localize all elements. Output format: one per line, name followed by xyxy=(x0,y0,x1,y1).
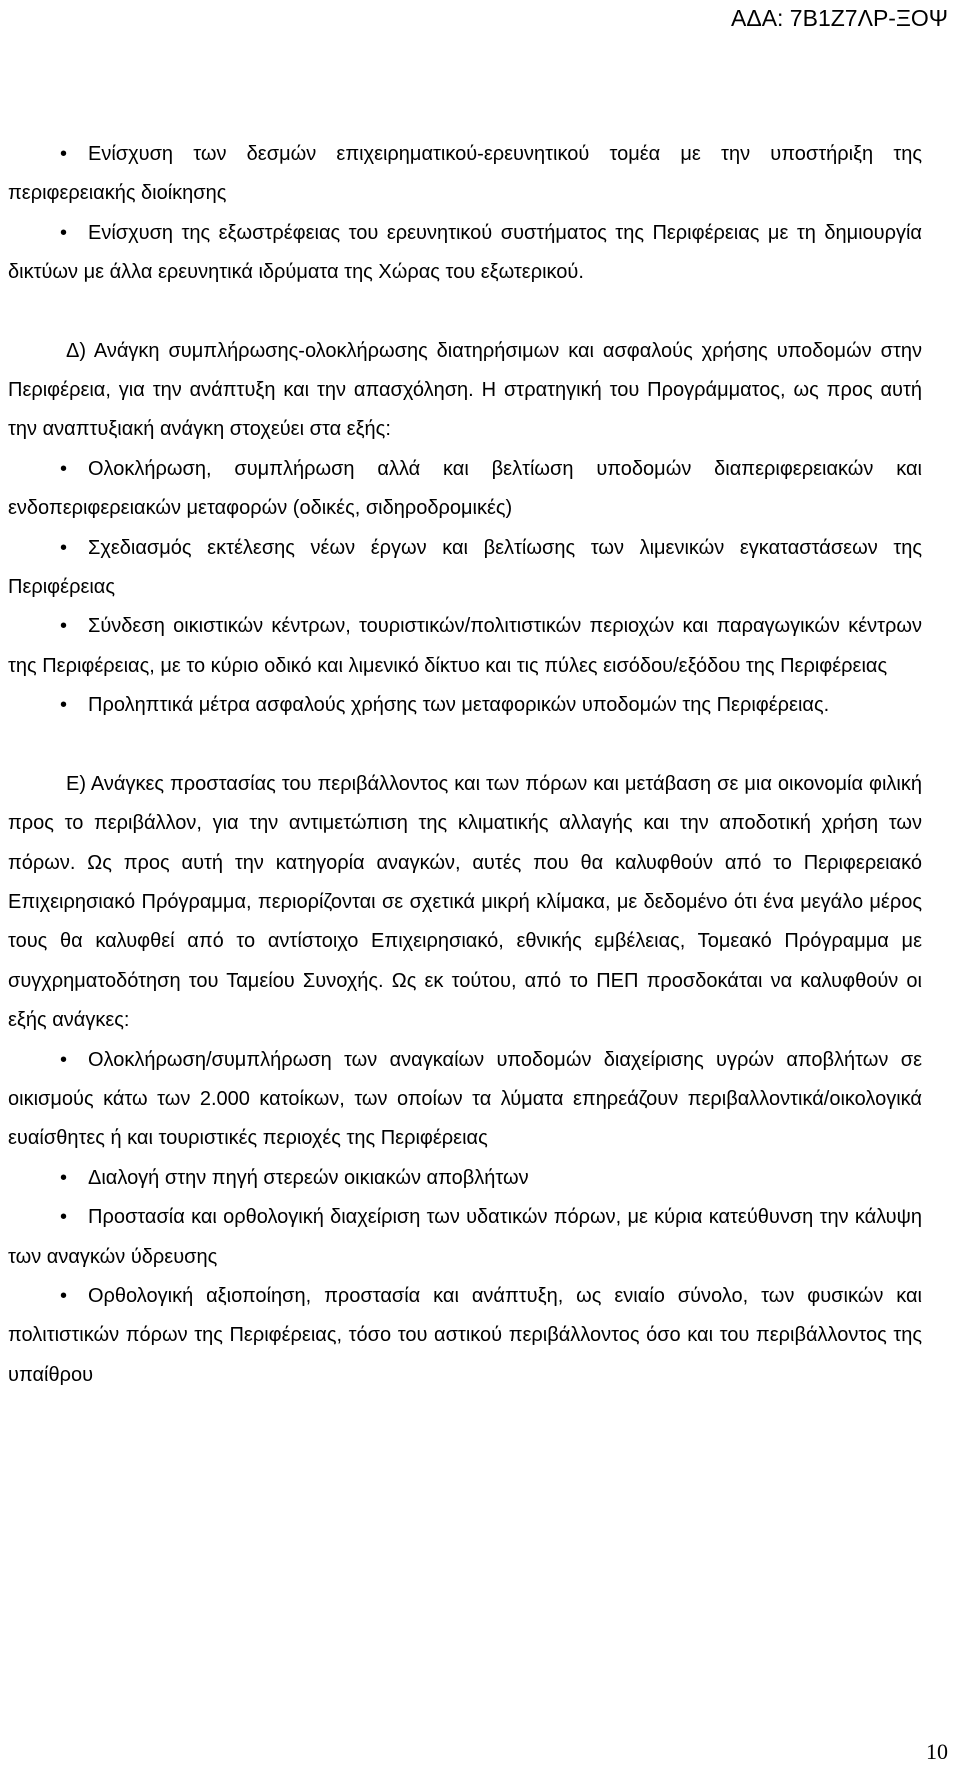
ada-header: ΑΔΑ: 7Β1Ζ7ΛΡ-ΞΟΨ xyxy=(730,5,948,31)
document-body xyxy=(8,135,922,1395)
bullet-item: • Ενίσχυση της εξωστρέφειας του ερευνητικού συστήματος της Περιφέρειας με τη δημιουργία δικτύων με άλλα ερευνητικά ιδρύματα της Χώρας του εξωτερικού. xyxy=(8,214,922,293)
section-d-paragraph: Δ) Ανάγκη συμπλήρωσης-ολοκλήρωσης διατηρήσιμων και ασφαλούς χρήσης υποδομών στην Περιφέρεια, για την ανάπτυξη και την απασχόληση. Η στρατηγική του Προγράμματος, ως προς αυτή την αναπτυξιακή ανάγκη στοχεύει στα εξής: xyxy=(8,339,922,441)
bullet-item: • Ορθολογική αξιοποίηση, προστασία και ανάπτυξη, ως ενιαίο σύνολο, των φυσικών και πολιτιστικών πόρων της Περιφέρειας, τόσο του αστικού περιβάλλοντος όσο και του περιβάλλοντος της υπαίθρου xyxy=(8,1277,922,1395)
bullet-item: • Σχεδιασμός εκτέλεσης νέων έργων και βελτίωσης των λιμενικών εγκαταστάσεων της Περιφέρειας xyxy=(8,529,922,608)
bullet-item: • Διαλογή στην πηγή στερεών οικιακών αποβλήτων xyxy=(8,1159,922,1198)
bullet-item: • Σύνδεση οικιστικών κέντρων, τουριστικών/πολιτιστικών περιοχών και παραγωγικών κέντρων της Περιφέρειας, με το κύριο οδικό και λιμενικό δίκτυο και τις πύλες εισόδου/εξόδου της Περιφέρειας xyxy=(8,607,922,686)
page-number: 10 xyxy=(926,1739,948,1764)
bullet-item: • Ενίσχυση των δεσμών επιχειρηματικού-ερευνητικού τομέα με την υποστήριξη της περιφερειακής διοίκησης xyxy=(8,135,922,214)
bullet-item: • Ολοκλήρωση/συμπλήρωση των αναγκαίων υποδομών διαχείρισης υγρών αποβλήτων σε οικισμούς κάτω των 2.000 κατοίκων, των οποίων τα λύματα επηρεάζουν περιβαλλοντικά/οικολογικά ευαίσθητες ή και τουριστικές περιοχές της Περιφέρειας xyxy=(8,1041,922,1159)
paragraph-gap xyxy=(8,726,922,765)
section-e-paragraph: Ε) Ανάγκες προστασίας του περιβάλλοντος και των πόρων και μετάβαση σε μια οικονομία φιλική προς το περιβάλλον, για την αντιμετώπιση της κλιματικής αλλαγής και την αποδοτική χρήση των πόρων. Ως προς αυτή την κατηγορία αναγκών, αυτές που θα καλυφθούν από το Περιφερειακό Επιχειρησιακό Πρόγραμμα, περιορίζονται σε σχετικά μικρή κλίμακα, με δεδομένο ότι ένα μεγάλο μέρος τους θα καλυφθεί από το αντίστοιχο Επιχειρησιακό, εθνικής εμβέλειας, Τομεακό Πρόγραμμα με συγχρηματοδότηση του Ταμείου Συνοχής. Ως εκ τούτου, από το ΠΕΠ προσδοκάται να καλυφθούν οι εξής ανάγκες: xyxy=(8,772,922,1032)
bullet-item: • Ολοκλήρωση, συμπλήρωση αλλά και βελτίωση υποδομών διαπεριφερειακών και ενδοπεριφερειακών μεταφορών (οδικές, σιδηροδρομικές) xyxy=(8,450,922,529)
bullet-item: • Προστασία και ορθολογική διαχείριση των υδατικών πόρων, με κύρια κατεύθυνση την κάλυψη των αναγκών ύδρευσης xyxy=(8,1198,922,1277)
paragraph-gap xyxy=(8,293,922,332)
bullet-item: • Προληπτικά μέτρα ασφαλούς χρήσης των μεταφορικών υποδομών της Περιφέρειας. xyxy=(8,686,922,725)
